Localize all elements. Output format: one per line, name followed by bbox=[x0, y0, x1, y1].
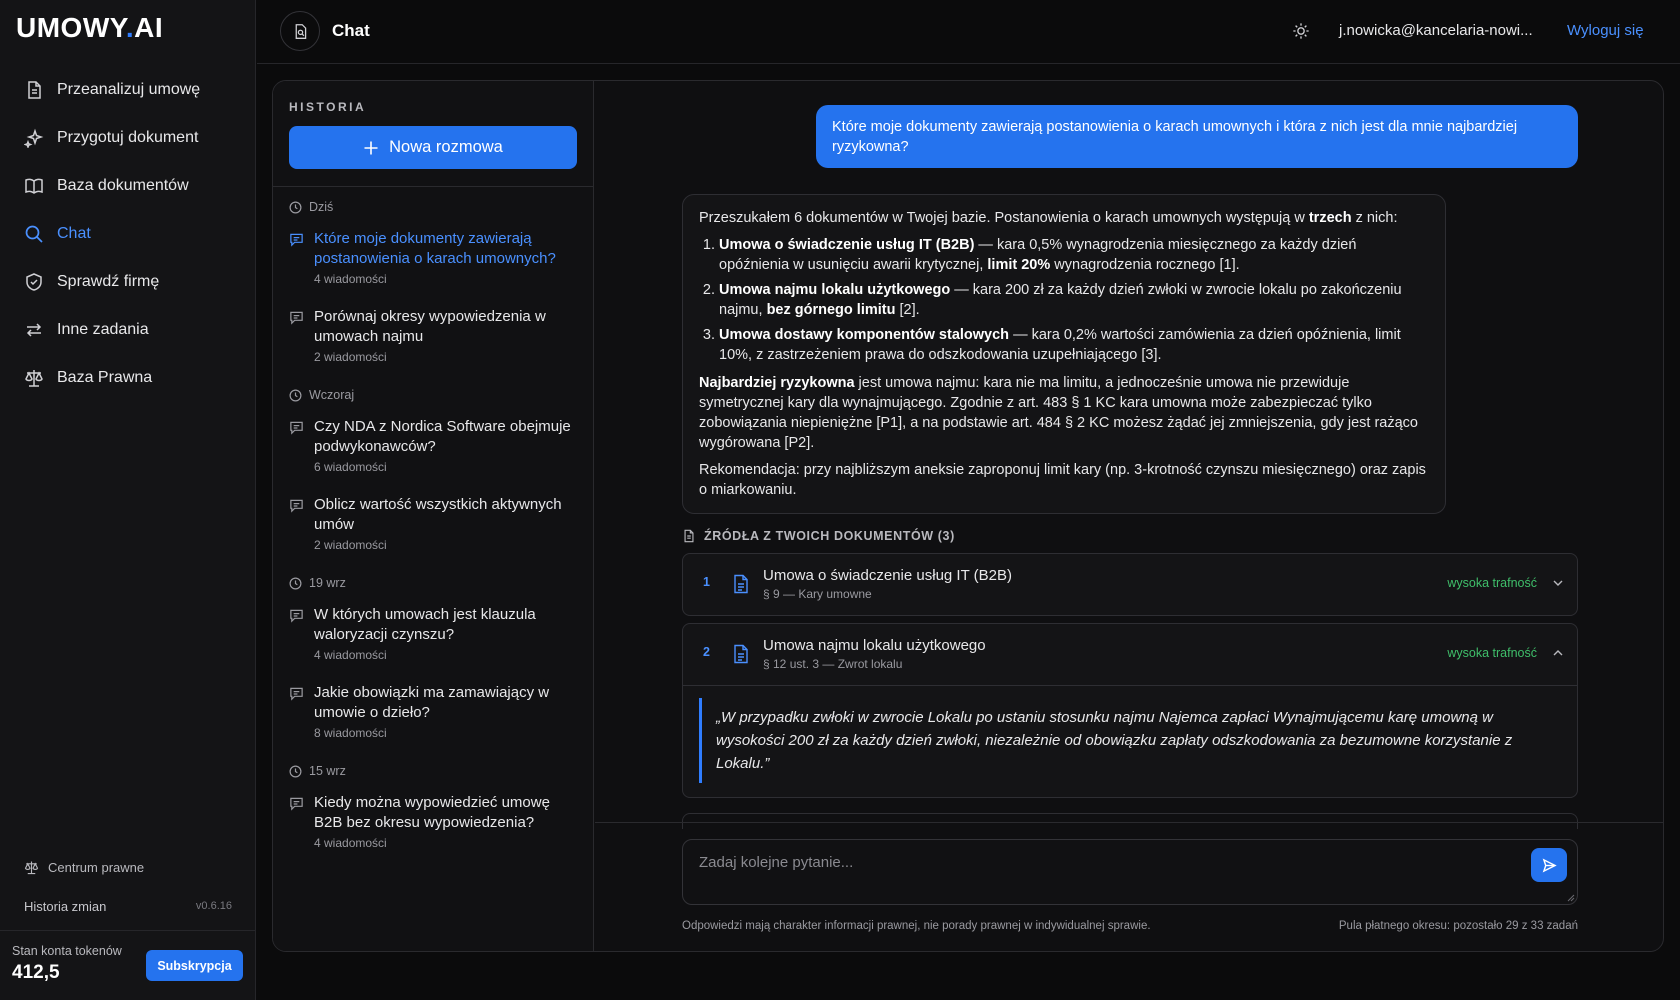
book-icon bbox=[24, 176, 44, 196]
nav-item-label: Baza dokumentów bbox=[57, 177, 189, 194]
source-name: Umowa najmu lokalu użytkowego bbox=[763, 637, 986, 654]
legal-center-label: Centrum prawne bbox=[48, 860, 145, 875]
nav-item-label: Sprawdź firmę bbox=[57, 273, 160, 290]
document-icon bbox=[732, 574, 750, 594]
resize-handle-icon[interactable] bbox=[1565, 892, 1575, 902]
history-panel bbox=[273, 81, 594, 951]
history-list bbox=[289, 197, 581, 871]
document-icon bbox=[24, 80, 44, 100]
chat-bubble-icon bbox=[289, 498, 304, 513]
source-card-header[interactable] bbox=[683, 554, 1577, 615]
history-group-name: 15 wrz bbox=[309, 764, 346, 778]
sidebar-divider bbox=[0, 930, 256, 931]
nav-item-label: Baza Prawna bbox=[57, 369, 153, 386]
history-group-label bbox=[289, 573, 581, 593]
history-group-name: Dziś bbox=[309, 200, 334, 214]
nav-item-label: Chat bbox=[57, 225, 91, 242]
history-item-count: 4 wiadomości bbox=[314, 272, 387, 286]
history-item-count: 6 wiadomości bbox=[314, 460, 387, 474]
nav-item-analyze[interactable] bbox=[12, 66, 244, 114]
sources-header bbox=[682, 529, 955, 543]
history-item-count: 4 wiadomości bbox=[314, 648, 387, 662]
history-item-title: Oblicz wartość wszystkich aktywnych umów bbox=[314, 496, 562, 533]
legal-disclaimer: Odpowiedzi mają charakter informacji prawnej, nie porady prawnej w indywidualnej sprawie. bbox=[682, 920, 1151, 932]
history-group-name: 19 wrz bbox=[309, 576, 346, 590]
subscription-button[interactable]: Subskrypcja bbox=[146, 950, 243, 981]
source-quote-text: „W przypadku zwłoki w zwrocie Lokalu po ustaniu stosunku najmu Najemca zapłaci Wynajmującemu karę umowną w wysokości 200 zł za każdy dzień zwłoki, niezależnie od obowiązku zapłaty odszkodowania za bezumowne korzystanie z Lokalu.” bbox=[699, 698, 1561, 783]
nav-item-label: Przygotuj dokument bbox=[57, 129, 199, 146]
clock-icon bbox=[289, 577, 302, 590]
sun-icon[interactable] bbox=[1292, 22, 1310, 40]
history-item-title: Jakie obowiązki ma zamawiający w umowie o dzieło? bbox=[314, 684, 550, 721]
history-group-label bbox=[289, 385, 581, 405]
search-icon bbox=[24, 224, 44, 244]
answer-recommendation: Rekomendacja: przy najbliższym aneksie zaproponuj limit kary (np. 3-krotność czynszu miesięcznego) oraz zapis o miarkowaniu. bbox=[699, 462, 1426, 498]
history-item-title: W których umowach jest klauzula waloryzacji czynszu? bbox=[314, 606, 536, 643]
answer-intro: Przeszukałem 6 dokumentów w Twojej bazie. Postanowienia o karach umownych występują w trzech z nich: bbox=[699, 210, 1398, 226]
plus-icon bbox=[363, 140, 379, 156]
source-relevance: wysoka trafność bbox=[1447, 646, 1537, 660]
changelog-label: Historia zmian bbox=[24, 899, 107, 914]
history-item[interactable] bbox=[289, 229, 581, 286]
new-chat-button[interactable] bbox=[289, 126, 577, 169]
history-item-title: Czy NDA z Nordica Software obejmuje podwykonawców? bbox=[314, 418, 571, 455]
nav-item-documents[interactable] bbox=[12, 162, 244, 210]
changelog-link[interactable] bbox=[24, 899, 232, 914]
user-message: Które moje dokumenty zawierają postanowienia o karach umownych i która z nich jest dla mnie najbardziej ryzykowna? bbox=[816, 105, 1578, 168]
sources-title: ŹRÓDŁA Z TWOICH DOKUMENTÓW (3) bbox=[704, 529, 955, 543]
history-item[interactable] bbox=[289, 605, 581, 662]
history-item-count: 4 wiadomości bbox=[314, 836, 387, 850]
logout-link[interactable]: Wyloguj się bbox=[1567, 22, 1644, 39]
source-number: 1 bbox=[703, 575, 710, 589]
send-icon bbox=[1542, 858, 1557, 873]
composer-divider bbox=[595, 822, 1664, 823]
clock-icon bbox=[289, 765, 302, 778]
history-group-label bbox=[289, 761, 581, 781]
document-icon bbox=[732, 644, 750, 664]
source-number: 2 bbox=[703, 645, 710, 659]
nav-item-legal-base[interactable] bbox=[12, 354, 244, 402]
chat-bubble-icon bbox=[289, 796, 304, 811]
source-section: § 9 — Kary umowne bbox=[763, 587, 872, 601]
chat-bubble-icon bbox=[289, 686, 304, 701]
history-item[interactable] bbox=[289, 495, 581, 552]
history-group-name: Wczoraj bbox=[309, 388, 355, 402]
history-divider bbox=[273, 186, 594, 187]
source-name: Umowa o świadczenie usług IT (B2B) bbox=[763, 567, 1012, 584]
source-card[interactable] bbox=[682, 553, 1578, 616]
tokens-label: Stan konta tokenów bbox=[12, 944, 122, 958]
answer-risk: Najbardziej ryzykowna jest umowa najmu: kara nie ma limitu, a jednocześnie umowa nie przewiduje symetrycznej kary dla wynajmującego. Zgodnie z art. 483 § 1 KC kara umowna może zabezpieczać tylko zobowiązania niepieniężne [P1], a na podstawie art. 484 § 2 KC możesz żądać jej zmniejszenia, gdy jest rażąco wygórowana [P2]. bbox=[699, 375, 1418, 451]
history-item[interactable] bbox=[289, 793, 581, 850]
history-item-count: 8 wiadomości bbox=[314, 726, 387, 740]
chat-panel bbox=[272, 80, 1664, 952]
tokens-value: 412,5 bbox=[12, 962, 60, 983]
scales-icon bbox=[24, 860, 39, 875]
main-nav bbox=[12, 66, 244, 402]
source-section: § 12 ust. 3 — Zwrot lokalu bbox=[763, 657, 903, 671]
history-title: HISTORIA bbox=[289, 100, 367, 114]
source-card[interactable] bbox=[682, 623, 1578, 798]
nav-item-check-company[interactable] bbox=[12, 258, 244, 306]
chat-bubble-icon bbox=[289, 608, 304, 623]
sparkles-icon bbox=[24, 128, 44, 148]
document-icon bbox=[682, 529, 696, 543]
answer-point: 3. Umowa dostawy komponentów stalowych — kara 0,2% wartości zamówienia za dzień opóźnienia, limit 10%, z zastrzeżeniem prawa do odszkodowania uzupełniającego [3]. bbox=[719, 325, 1429, 365]
history-item-title: Porównaj okresy wypowiedzenia w umowach najmu bbox=[314, 308, 546, 345]
nav-item-label: Przeanalizuj umowę bbox=[57, 81, 201, 98]
history-item-count: 2 wiadomości bbox=[314, 538, 387, 552]
page-title: Chat bbox=[332, 21, 370, 40]
clock-icon bbox=[289, 389, 302, 402]
source-card-header[interactable] bbox=[683, 624, 1577, 685]
chevron-up-icon[interactable] bbox=[1551, 646, 1565, 660]
assistant-message bbox=[682, 194, 1446, 514]
chat-bubble-icon bbox=[289, 232, 304, 247]
chat-page-icon bbox=[280, 11, 320, 51]
app-logo[interactable]: UMOWY.AI bbox=[16, 12, 164, 43]
source-quote bbox=[683, 685, 1577, 797]
scales-icon bbox=[24, 368, 44, 388]
answer-point: 1. Umowa o świadczenie usług IT (B2B) — kara 0,5% wynagrodzenia miesięcznego za każdy dzień opóźnienia w usunięciu awarii krytycznej, limit 20% wynagrodzenia rocznego [1]. bbox=[719, 235, 1429, 275]
sidebar bbox=[0, 0, 256, 1000]
new-chat-label: Nowa rozmowa bbox=[389, 138, 503, 156]
history-item-title: Które moje dokumenty zawierają postanowienia o karach umownych? bbox=[314, 230, 556, 267]
legal-center-link[interactable] bbox=[24, 860, 144, 875]
chat-area bbox=[595, 81, 1664, 951]
arrows-icon bbox=[24, 320, 44, 340]
answer-point: 2. Umowa najmu lokalu użytkowego — kara 200 zł za każdy dzień zwłoki w zwrocie lokalu po zakończeniu najmu, bez górnego limitu [2]. bbox=[719, 280, 1429, 320]
history-item-count: 2 wiadomości bbox=[314, 350, 387, 364]
history-item-title: Kiedy można wypowiedzieć umowę B2B bez okresu wypowiedzenia? bbox=[314, 794, 550, 831]
user-email: j.nowicka@kancelaria-nowi... bbox=[1339, 22, 1533, 39]
clock-icon bbox=[289, 201, 302, 214]
source-card-partial bbox=[682, 813, 1578, 829]
task-quota: Pula płatnego okresu: pozostało 29 z 33 zadań bbox=[1338, 920, 1578, 932]
nav-item-chat[interactable] bbox=[12, 210, 244, 258]
chat-bubble-icon bbox=[289, 310, 304, 325]
history-item[interactable] bbox=[289, 307, 581, 364]
message-composer bbox=[682, 839, 1578, 905]
history-group-label bbox=[289, 197, 581, 217]
nav-item-other-tasks[interactable] bbox=[12, 306, 244, 354]
chevron-down-icon[interactable] bbox=[1551, 576, 1565, 590]
history-item[interactable] bbox=[289, 683, 581, 740]
document-search-icon bbox=[292, 23, 309, 40]
answer-list bbox=[699, 235, 1429, 365]
version-label: v0.6.16 bbox=[195, 900, 232, 912]
nav-item-label: Inne zadania bbox=[57, 321, 149, 338]
shield-icon bbox=[24, 272, 44, 292]
history-item[interactable] bbox=[289, 417, 581, 474]
nav-item-prepare[interactable] bbox=[12, 114, 244, 162]
send-button[interactable] bbox=[1531, 848, 1567, 882]
chat-bubble-icon bbox=[289, 420, 304, 435]
top-header bbox=[257, 0, 1680, 64]
source-relevance: wysoka trafność bbox=[1447, 576, 1537, 590]
message-input[interactable] bbox=[683, 840, 1523, 884]
